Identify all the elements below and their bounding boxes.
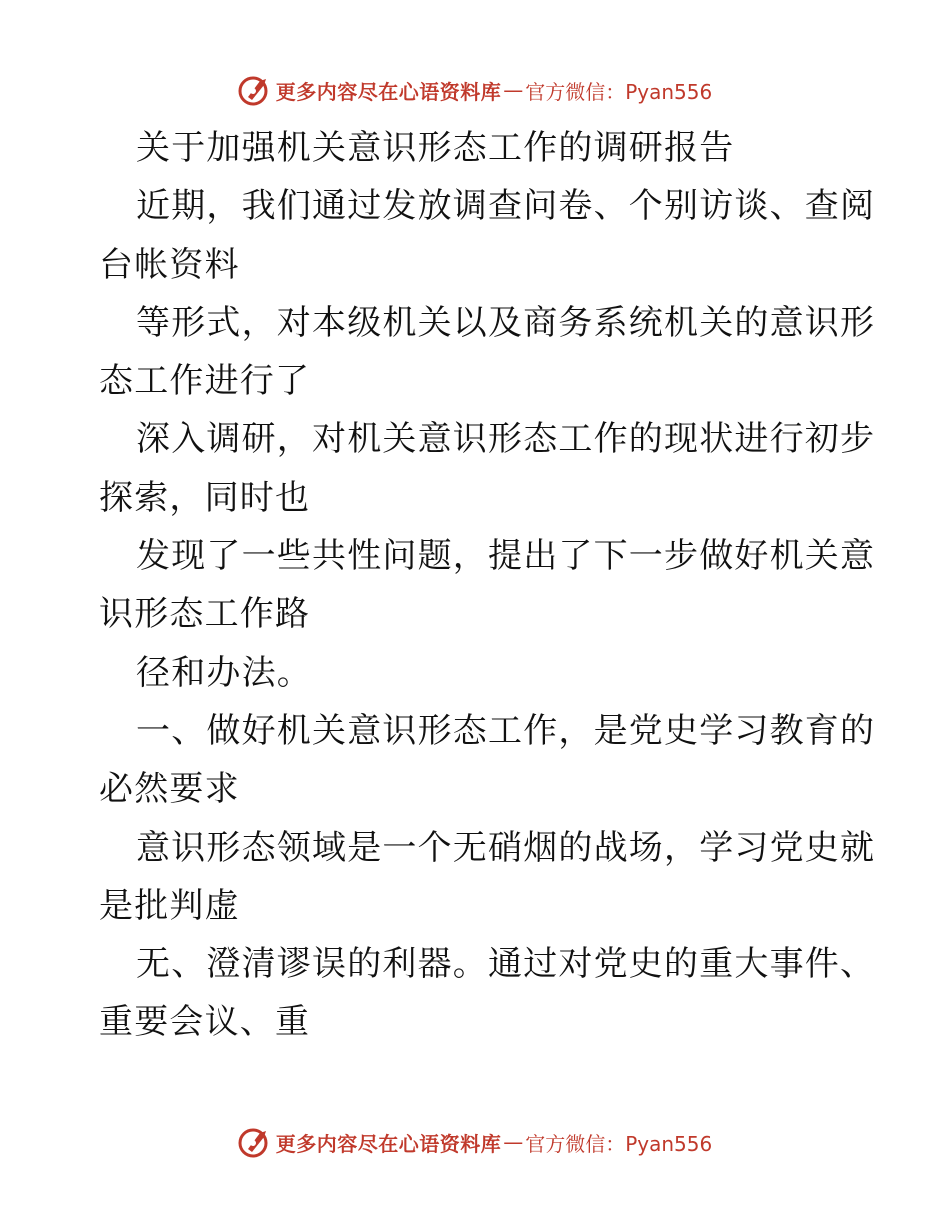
text-line: 必然要求: [99, 769, 240, 810]
text-line: 近期，我们通过发放调查问卷、个别访谈、查阅: [136, 186, 876, 227]
watermark-dash: —: [503, 78, 524, 102]
watermark-text: 更多内容尽在心语资料库: [275, 79, 502, 104]
text-line: 深入调研，对机关意识形态工作的现状进行初步: [136, 419, 876, 460]
watermark-dash: —: [503, 1130, 524, 1154]
document-body: [99, 119, 876, 1052]
text-line: 重要会议、重: [99, 1002, 311, 1043]
watermark-header: [0, 70, 950, 110]
text-line: 态工作进行了: [99, 361, 311, 402]
pen-nib-circle-icon: [238, 73, 272, 107]
text-line: 一、做好机关意识形态工作，是党史学习教育的: [136, 710, 876, 751]
text-line: 发现了一些共性问题，提出了下一步做好机关意: [136, 536, 876, 577]
pen-nib-circle-icon: [238, 1125, 272, 1159]
text-line: 无、澄清谬误的利器。通过对党史的重大事件、: [136, 944, 876, 985]
watermark-footer: [0, 1122, 950, 1162]
text-line: 关于加强机关意识形态工作的调研报告: [136, 128, 735, 168]
text-line: 径和办法。: [136, 652, 312, 693]
text-line: 识形态工作路: [99, 594, 311, 635]
text-line: 台帐资料: [99, 244, 240, 285]
text-line: 意识形态领域是一个无硝烟的战场，学习党史就: [136, 827, 876, 868]
text-line: 探索，同时也: [99, 477, 311, 518]
watermark-sub: 官方微信：Pyan556: [525, 79, 713, 104]
text-line: 等形式，对本级机关以及商务系统机关的意识形: [136, 302, 876, 343]
text-line: 是批判虚: [99, 885, 240, 926]
watermark-sub: 官方微信：Pyan556: [525, 1131, 713, 1156]
watermark-text: 更多内容尽在心语资料库: [275, 1131, 502, 1156]
